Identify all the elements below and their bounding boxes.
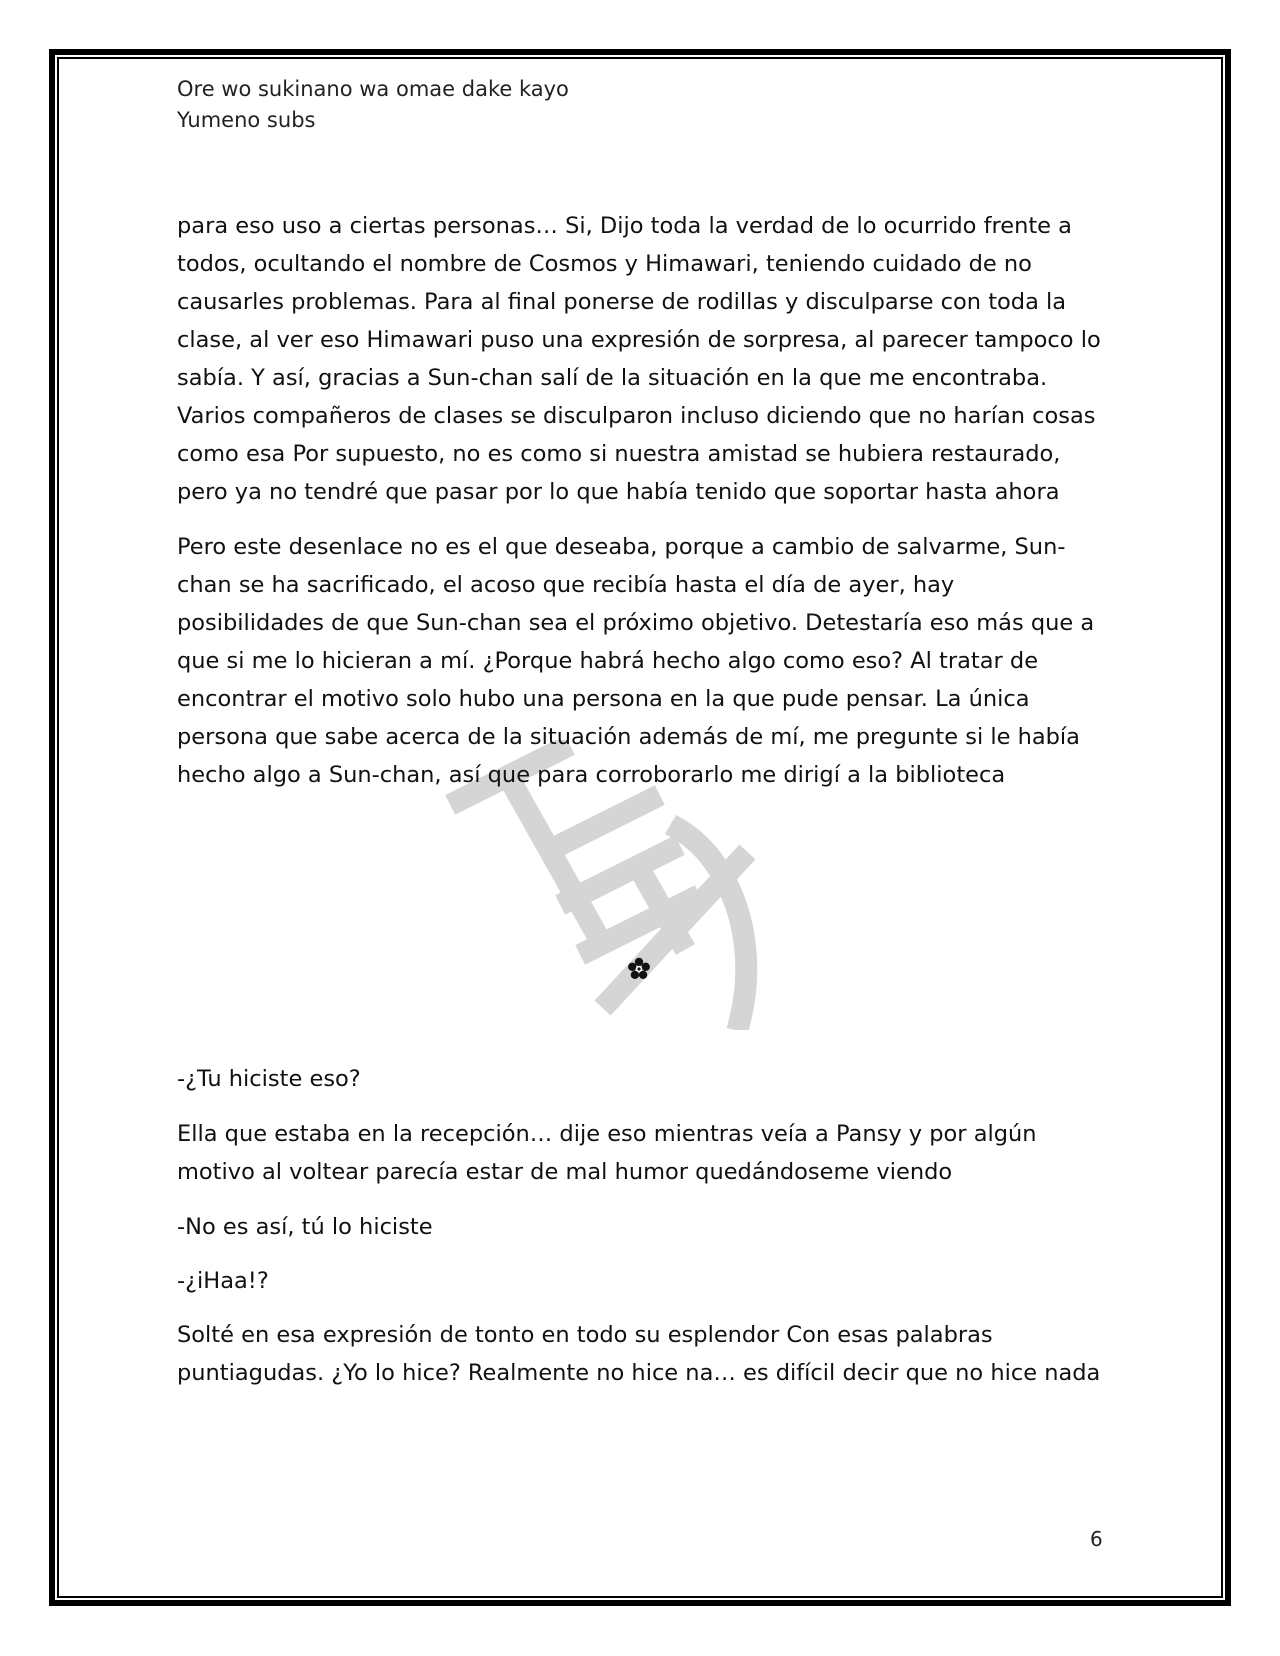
paragraph-1: para eso uso a ciertas personas… Si, Dijo toda la verdad de lo ocurrido frente a todos, ocultando el nombre de Cosmos y Himawari, teniendo cuidado de no causarles problemas. Para al final ponerse de rodillas y disculparse con toda la clase, al ver eso Himawari puso una expresión de sorpresa, al parecer tampoco lo sabía. Y así, gracias a Sun-chan salí de la situación en la que me encontraba. Varios compañeros de clases se disculparon incluso diciendo que no harían cosas como esa Por supuesto, no es como si nuestra amistad se hubiera restaurado, pero ya no tendré que pasar por lo que había tenido que soportar hasta ahora	[177, 213, 1101, 505]
main-text	[177, 207, 1107, 794]
dialog-line-2: Ella que estaba en la recepción… dije eso mientras veía a Pansy y por algún motivo al voltear parecía estar de mal humor quedándoseme viendo	[177, 1121, 1037, 1185]
paragraph-2: Pero este desenlace no es el que deseaba, porque a cambio de salvarme, Sun-chan se ha sacrificado, el acoso que recibía hasta el día de ayer, hay posibilidades de que Sun-chan sea el próximo objetivo. Detestaría eso más que a que si me lo hicieran a mí. ¿Porque habrá hecho algo como eso? Al tratar de encontrar el motivo solo hubo una persona en la que pude pensar. La única persona que sabe acerca de la situación además de mí, me pregunte si le había hecho algo a Sun-chan, así que para corroborarlo me dirigí a la biblioteca	[177, 534, 1095, 788]
dialog-line-1: -¿Tu hiciste eso?	[177, 1066, 361, 1092]
dialog-line-3: -No es así, tú lo hiciste	[177, 1214, 433, 1240]
page-number: 6	[1090, 1527, 1103, 1551]
dialog-line-4: -¿iHaa!?	[177, 1268, 269, 1294]
flower-icon	[627, 957, 651, 981]
document-header	[177, 74, 569, 136]
dialog-line-5: Solté en esa expresión de tonto en todo su esplendor Con esas palabras puntiagudas. ¿Yo lo hice? Realmente no hice na… es difícil decir que no hice nada	[177, 1322, 1101, 1386]
document-subtitle: Yumeno subs	[177, 108, 316, 132]
document-title: Ore wo sukinano wa omae dake kayo	[177, 77, 569, 101]
